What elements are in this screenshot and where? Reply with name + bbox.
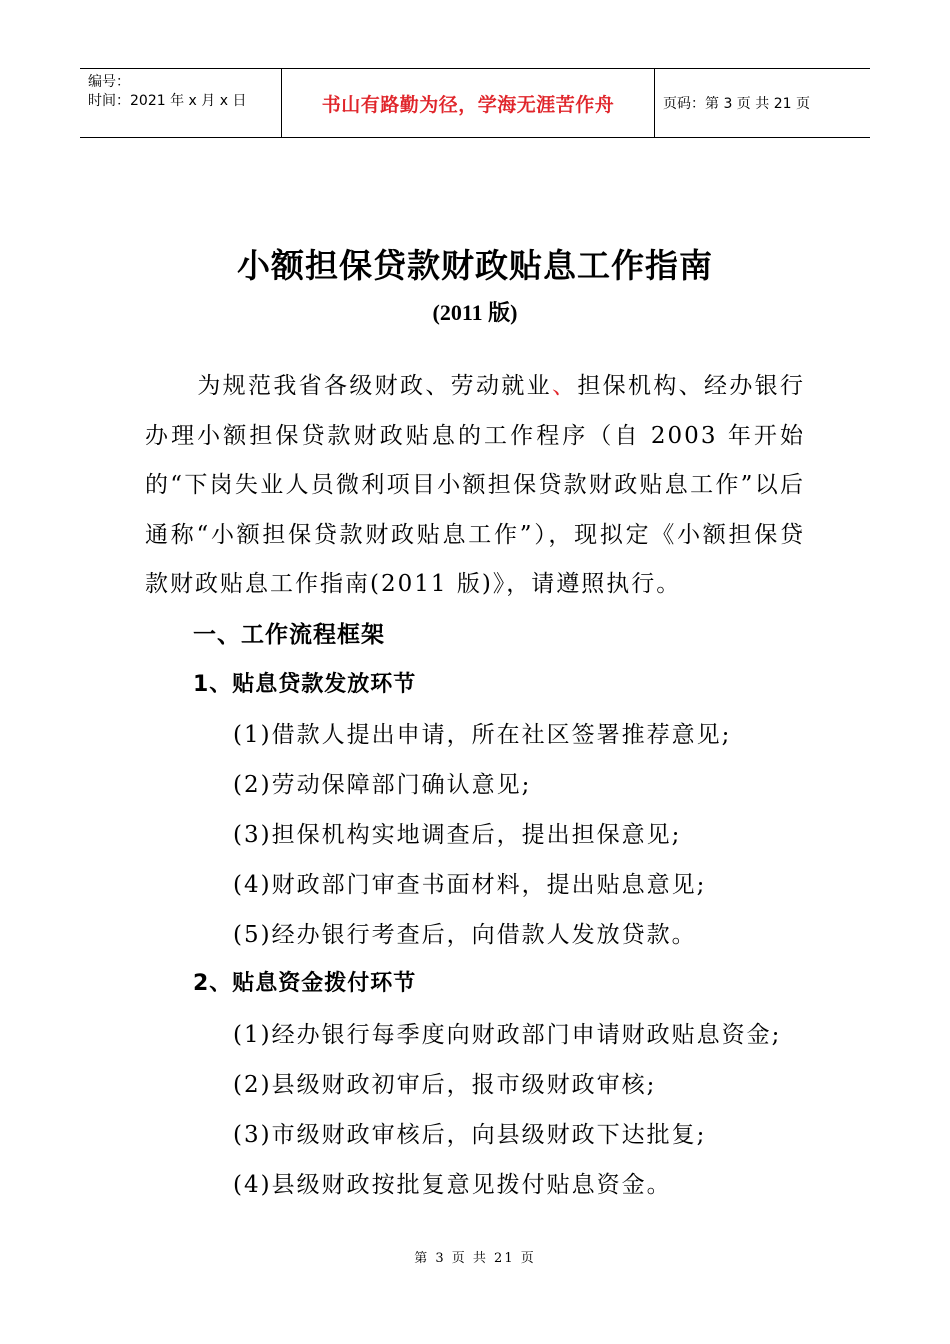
intro-text-2: 担保机构、经办银行办理小额担保贷款财政贴息的工作程序（自 2003 年开始的“下岗失业人员微利项目小额担保贷款财政贴息工作”以后通称“小额担保贷款财政贴息工作”），现拟定《小额担保贷款财政贴息工作指南(2011 版)》，请遵照执行。 (145, 373, 806, 597)
document-subtitle: (2011 版) (432, 300, 518, 325)
page-footer: 第 3 页 共 21 页 (414, 1251, 536, 1266)
list-item: (2)劳动保障部门确认意见; (233, 772, 532, 798)
subsection-heading-1: 1、贴息贷款发放环节 (193, 672, 417, 697)
list-item: (3)担保机构实地调查后，提出担保意见; (233, 822, 682, 848)
subsection-heading-2: 2、贴息资金拨付环节 (193, 971, 417, 996)
list-item: (5)经办银行考查后，向借款人发放贷款。 (233, 922, 697, 948)
list-item: (1)经办银行每季度向财政部门申请财政贴息资金; (233, 1022, 782, 1048)
document-header (80, 68, 870, 138)
list-item: (4)财政部门审查书面材料，提出贴息意见; (233, 872, 707, 898)
intro-text-1: 为规范我省各级财政、劳动就业 (197, 373, 552, 399)
intro-paragraph (145, 362, 805, 610)
document-title: 小额担保贷款财政贴息工作指南 (237, 246, 713, 285)
time-label: 时间：2021 年 x 月 x 日 (88, 93, 247, 109)
header-meta (80, 69, 280, 137)
list-item: (1)借款人提出申请，所在社区签署推荐意见; (233, 722, 732, 748)
header-motto: 书山有路勤为径，学海无涯苦作舟 (281, 69, 655, 137)
section-heading-1: 一、工作流程框架 (193, 622, 385, 648)
list-item: (4)县级财政按批复意见拨付贴息资金。 (233, 1172, 672, 1198)
list-item: (2)县级财政初审后，报市级财政审核; (233, 1072, 657, 1098)
list-item: (3)市级财政审核后，向县级财政下达批复; (233, 1122, 707, 1148)
number-label: 编号： (88, 74, 130, 90)
header-page-info: 页码：第 3 页 共 21 页 (663, 96, 810, 112)
intro-red-mark: 、 (552, 373, 578, 399)
